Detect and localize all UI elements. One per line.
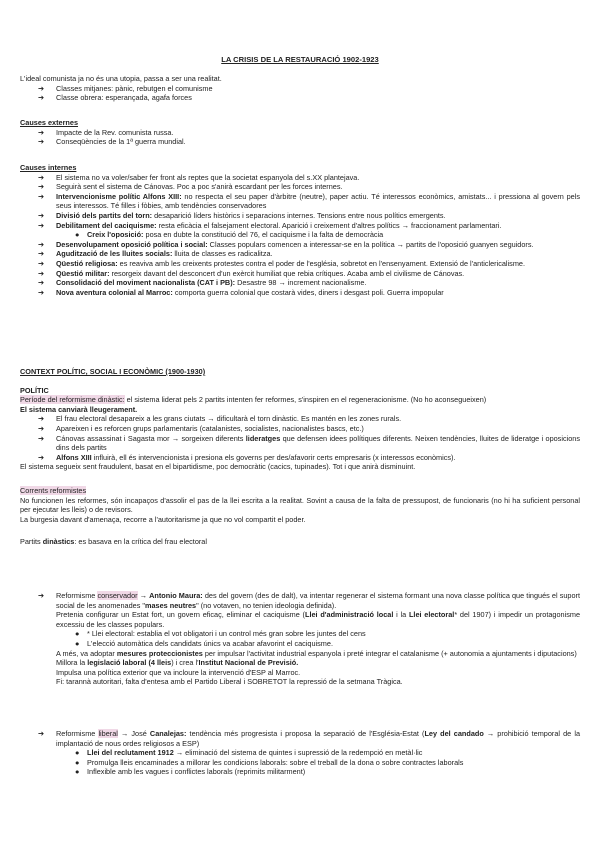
list-item: ➔ Intervencionisme polític Alfons XIII: no respecta el seu paper d'àrbitre (neutre), paper actiu. Té interessos econòmics, amistats... i pressiona al govern pels seus interessos. Té filles i fòbies, amb tendències conservadores [38,191,580,211]
arrow-icon: ➔ [38,423,45,433]
maura-section [20,591,580,687]
list-item: ➔ Desenvolupament oposició política i social: Classes populars comencen a interessar-se en la política → partits de l'oposició guanyen seguidors. [38,239,534,249]
arrow-icon: ➔ [38,268,45,278]
list-item: ➔ Qüestió religiosa: es reaviva amb les creixents protestes contra el poder de l'església, sobretot en l'ensenyament. Extensió de l'anticlericalisme. [38,258,525,268]
bullet-icon: ● [75,230,80,240]
bullet-icon: ● [75,767,80,777]
paragraph: Impulsa una política exterior que va incloure la intervenció d'ESP al Marroc. [56,667,301,677]
sub-list-item: ● Promulga lleis encaminades a millorar les condicions laborals: sobre el treball de la dona o sobre contractes laborals [75,757,464,767]
list-item: ➔ El frau electoral desapareix a les grans ciutats → dificultarà el torn dinàstic. Es mantén en les zones rurals. [38,414,402,424]
arrow-icon: ➔ [38,591,45,600]
paragraph: A més, va adoptar mesures proteccionistes per impulsar l'activitat industrial espanyola i preté integrar el catalanisme (+ autonomia a ajuntaments i diputacions) [56,648,577,658]
highlight: Corrents reformistes [20,485,87,495]
paragraph: No funcionen les reformes, són incapaços d'assolir el pas de la llei escrita a la realitat. Sovint a causa de la falta de pressupost, de funcionaris (no hi ha suficient personal per ejecutar les lleis) o de revisors. [20,495,580,515]
highlight: liberal [98,729,118,738]
list-item: ➔ Reformisme conservador → Antonio Maura: des del govern (des de dalt), va intentar regenerar el sistema formant una nova classe política que tingués el suport social de les anomenades "mases neutres" (no votaven, no tenien ideologia definida). [38,591,580,610]
list-item: ➔ Classes mitjanes: pànic, rebutgen el comunisme [38,83,213,93]
list-item: ➔ Apareixen i es reforcen grups parlamentaris (catalanistes, socialistes, nacionalistes bascs, etc.) [38,423,364,433]
paragraph: Millora la legislació laboral (4 lleis) i crea l'Institut Nacional de Previsió. [56,658,299,668]
bullet-icon: ● [75,748,80,758]
arrow-icon: ➔ [38,93,45,103]
list-item: ➔ Qüestió militar: resorgeix davant del desconcert d'un exèrcit humiliat que rebia crítiques. Acaba amb el civilisme de Cánovas. [38,268,465,278]
section-heading: CONTEXT POLÍTIC, SOCIAL I ECONÒMIC (1900-1930) [20,367,206,376]
external-causes-section [20,118,580,147]
section-heading: Causes internes [20,163,77,172]
arrow-icon: ➔ [38,83,45,93]
arrow-icon: ➔ [38,278,45,288]
section-heading: Causes externes [20,118,79,127]
list-item: ➔ Conseqüències de la 1ª guerra mundial. [38,137,186,147]
context-section [20,367,580,547]
list-item: ➔ Seguirà sent el sistema de Cánovas. Poc a poc s'anirà escardant per les forces internes. [38,182,343,192]
arrow-icon: ➔ [38,729,45,738]
list-item: ➔ Cánovas assassinat i Sagasta mor → sorgeixen diferents lideratges que defensen idees polítiques diferents. Neixen tendències, lluites de lideratge i oposicions dins dels partits [38,433,580,453]
internal-causes-section [20,163,580,297]
bullet-icon: ● [75,757,80,767]
list-item: ➔ El sistema no va voler/saber fer front als reptes que la societat espanyola del s.XX plantejava. [38,172,360,182]
sub-list-item: ● Llei del reclutament 1912 → eliminació del sistema de quintes i supressió de la redempció en metàl·lic [75,748,423,758]
arrow-icon: ➔ [38,287,45,297]
sub-list-item: ● L'elecció automàtica dels candidats únics va acabar afavorint el caciquisme. [75,638,333,648]
arrow-icon: ➔ [38,127,45,137]
bullet-icon: ● [75,638,80,648]
arrow-icon: ➔ [38,258,45,268]
paragraph: El sistema segueix sent fraudulent, basat en el bipartidisme, poc democràtic (cacics, tupinades). Tot i que anirà disminuint. [20,462,416,472]
arrow-icon: ➔ [38,239,45,249]
list-item: ➔ Agudització de les lluites socials: lluita de classes es radicalitza. [38,249,273,259]
paragraph-heading: El sistema canviarà lleugerament. [20,404,138,414]
highlight: conservador [97,591,138,600]
list-item: ➔ Nova aventura colonial al Marroc: comporta guerra colonial que costarà vides, diners i desgast poli. Guerra impopular [38,287,444,297]
sub-heading: POLÍTIC [20,385,49,395]
highlight: Període del reformisme dinàstic: [20,395,125,405]
arrow-icon: ➔ [38,452,45,462]
paragraph: Període del reformisme dinàstic: el sistema liderat pels 2 partits intenten fer reformes, s'inspiren en el regeneracionisme. (No ho aconsegueixen) [20,395,487,405]
list-item: ➔ Reformisme liberal → José Canalejas: tendència més progresista i proposa la separació de l'Església-Estat (Ley del candado → prohibició temporal de la implantació de nous ordes religiosos a ESP) [38,729,581,748]
paragraph: Pretenia configurar un Estat fort, un govern eficaç, eliminar el caciquisme (Llei d'administració local i la Llei electoral* del 1907) i impedir un protagonisme excessiu de les classes populars. [56,610,580,629]
list-item: ➔ Classe obrera: esperançada, agafa forces [38,93,192,103]
bullet-icon: ● [75,629,80,639]
list-item: ➔ Consolidació del moviment nacionalista (CAT i PB): Desastre 98 → increment nacionalisme. [38,278,367,288]
list-item: ➔ Impacte de la Rev. comunista russa. [38,127,174,137]
sub-list-item: ● * Llei electoral: establia el vot obligatori i un control més gran sobre les juntes del cens [75,629,366,639]
page-title: LA CRISIS DE LA RESTAURACIÓ 1902-1923 [221,55,379,64]
arrow-icon: ➔ [38,433,45,443]
list-item: ➔ Alfons XIII influirà, ell és intervencionista i presiona els governs per des/afavorir certs empresaris (x interessos econòmics). [38,452,456,462]
paragraph: Partits dinàstics: es basava en la crítica del frau electoral [20,537,207,547]
sub-list-item: ● Inflexible amb les vagues i conflictes laborals (reprimits militarment) [75,767,306,777]
intro-section [20,74,580,103]
sub-list-item: ● Creix l'oposició: posa en dubte la constitució del 76, el caciquisme i la falta de democràcia [75,230,384,240]
paragraph: Fi: tarannà autoritari, falta d'entesa amb el Partido Liberal i SOBRETOT la repressió de la setmana Tràgica. [56,677,403,687]
arrow-icon: ➔ [38,191,45,201]
intro-line: L'ideal comunista ja no és una utopia, passa a ser una realitat. [20,74,222,83]
arrow-icon: ➔ [38,137,45,147]
arrow-icon: ➔ [38,210,45,220]
arrow-icon: ➔ [38,414,45,424]
arrow-icon: ➔ [38,182,45,192]
arrow-icon: ➔ [38,220,45,230]
list-item: ➔ Divisió dels partits del torn: desaparició líders històrics i separacions internes. Tensions entre nous polítics emergents. [38,210,446,220]
arrow-icon: ➔ [38,249,45,259]
canalejas-section [20,729,580,777]
list-item: ➔ Debilitament del caciquisme: resta eficàcia el falsejament electoral. Aparició i creixement d'altres polítics → fraccionament parlamentari. [38,220,502,230]
paragraph: La burgesia davant d'amenaça, recorre a l'autoritarisme ja que no vol compartit el poder. [20,514,306,524]
arrow-icon: ➔ [38,172,45,182]
